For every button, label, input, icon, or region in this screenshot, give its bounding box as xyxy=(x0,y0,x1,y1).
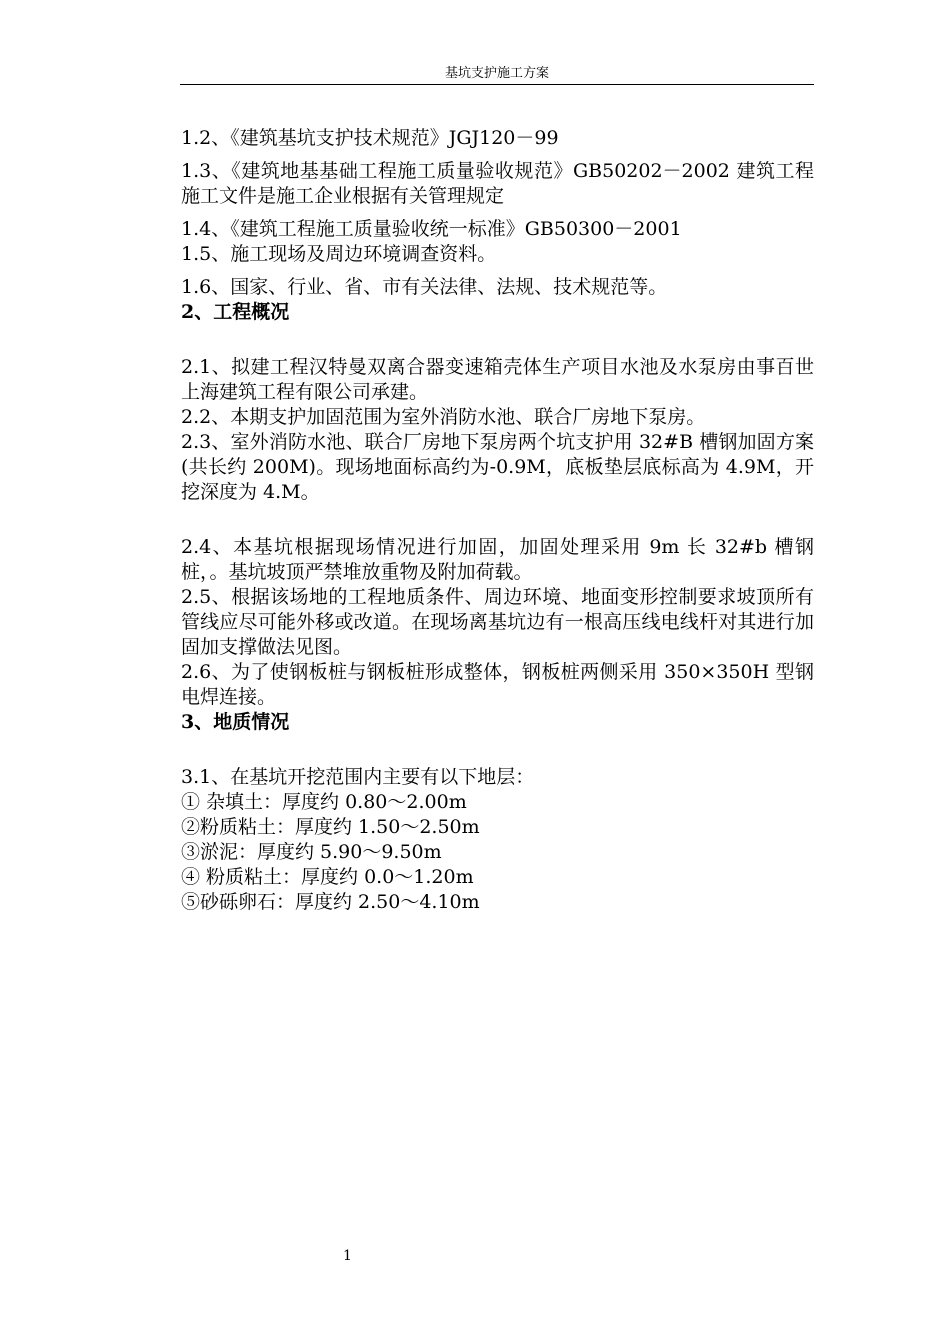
soil-layer-5: ⑤砂砾卵石：厚度约 2.50～4.10m xyxy=(181,891,480,913)
item-3-1: 3.1、在基坑开挖范围内主要有以下地层： xyxy=(181,766,535,788)
section-heading-geology: 3、地质情况 xyxy=(181,711,290,733)
item-1-3: 1.3、《建筑地基基础工程施工质量验收规范》GB50202－2002 建筑工程施工文件是施工企业根据有关管理规定 xyxy=(181,160,814,207)
item-2-4: 2.4、本基坑根据现场情况进行加固，加固处理采用 9m 长 32#b 槽钢桩，。基坑坡顶严禁堆放重物及附加荷载。 xyxy=(181,536,814,583)
section-heading-overview: 2、工程概况 xyxy=(181,301,290,323)
page-number: 1 xyxy=(343,1248,352,1264)
soil-layer-2: ②粉质粘土：厚度约 1.50～2.50m xyxy=(181,816,480,838)
header-rule xyxy=(180,84,814,85)
item-2-5: 2.5、根据该场地的工程地质条件、周边环境、地面变形控制要求坡顶所有管线应尽可能外移或改道。在现场离基坑边有一根高压线电线杆对其进行加固加支撑做法见图。 xyxy=(181,586,814,658)
document-body xyxy=(181,126,814,915)
item-2-2: 2.2、本期支护加固范围为室外消防水池、联合厂房地下泵房。 xyxy=(181,406,706,428)
soil-layer-3: ③淤泥：厚度约 5.90～9.50m xyxy=(181,841,442,863)
item-1-5: 1.5、施工现场及周边环境调查资料。 xyxy=(181,243,497,265)
item-1-6: 1.6、国家、行业、省、市有关法律、法规、技术规范等。 xyxy=(181,276,668,298)
item-2-1: 2.1、拟建工程汉特曼双离合器变速箱壳体生产项目水池及水泵房由事百世上海建筑工程有限公司承建。 xyxy=(181,356,814,403)
item-1-2: 1.2、《建筑基坑支护技术规范》JGJ120－99 xyxy=(181,127,559,149)
item-1-4: 1.4、《建筑工程施工质量验收统一标准》GB50300－2001 xyxy=(181,218,682,240)
soil-layer-4: ④ 粉质粘土：厚度约 0.0～1.20m xyxy=(181,866,474,888)
item-2-6: 2.6、为了使钢板桩与钢板桩形成整体，钢板桩两侧采用 350×350H 型钢电焊连接。 xyxy=(181,661,814,708)
soil-layer-1: ① 杂填土：厚度约 0.80～2.00m xyxy=(181,791,467,813)
page-header: 基坑支护施工方案 xyxy=(444,66,549,81)
item-2-3: 2.3、室外消防水池、联合厂房地下泵房两个坑支护用 32#B 槽钢加固方案(共长约 200M)。现场地面标高约为-0.9M，底板垫层底标高为 4.9M，开挖深度为 4.M。 xyxy=(181,431,814,503)
